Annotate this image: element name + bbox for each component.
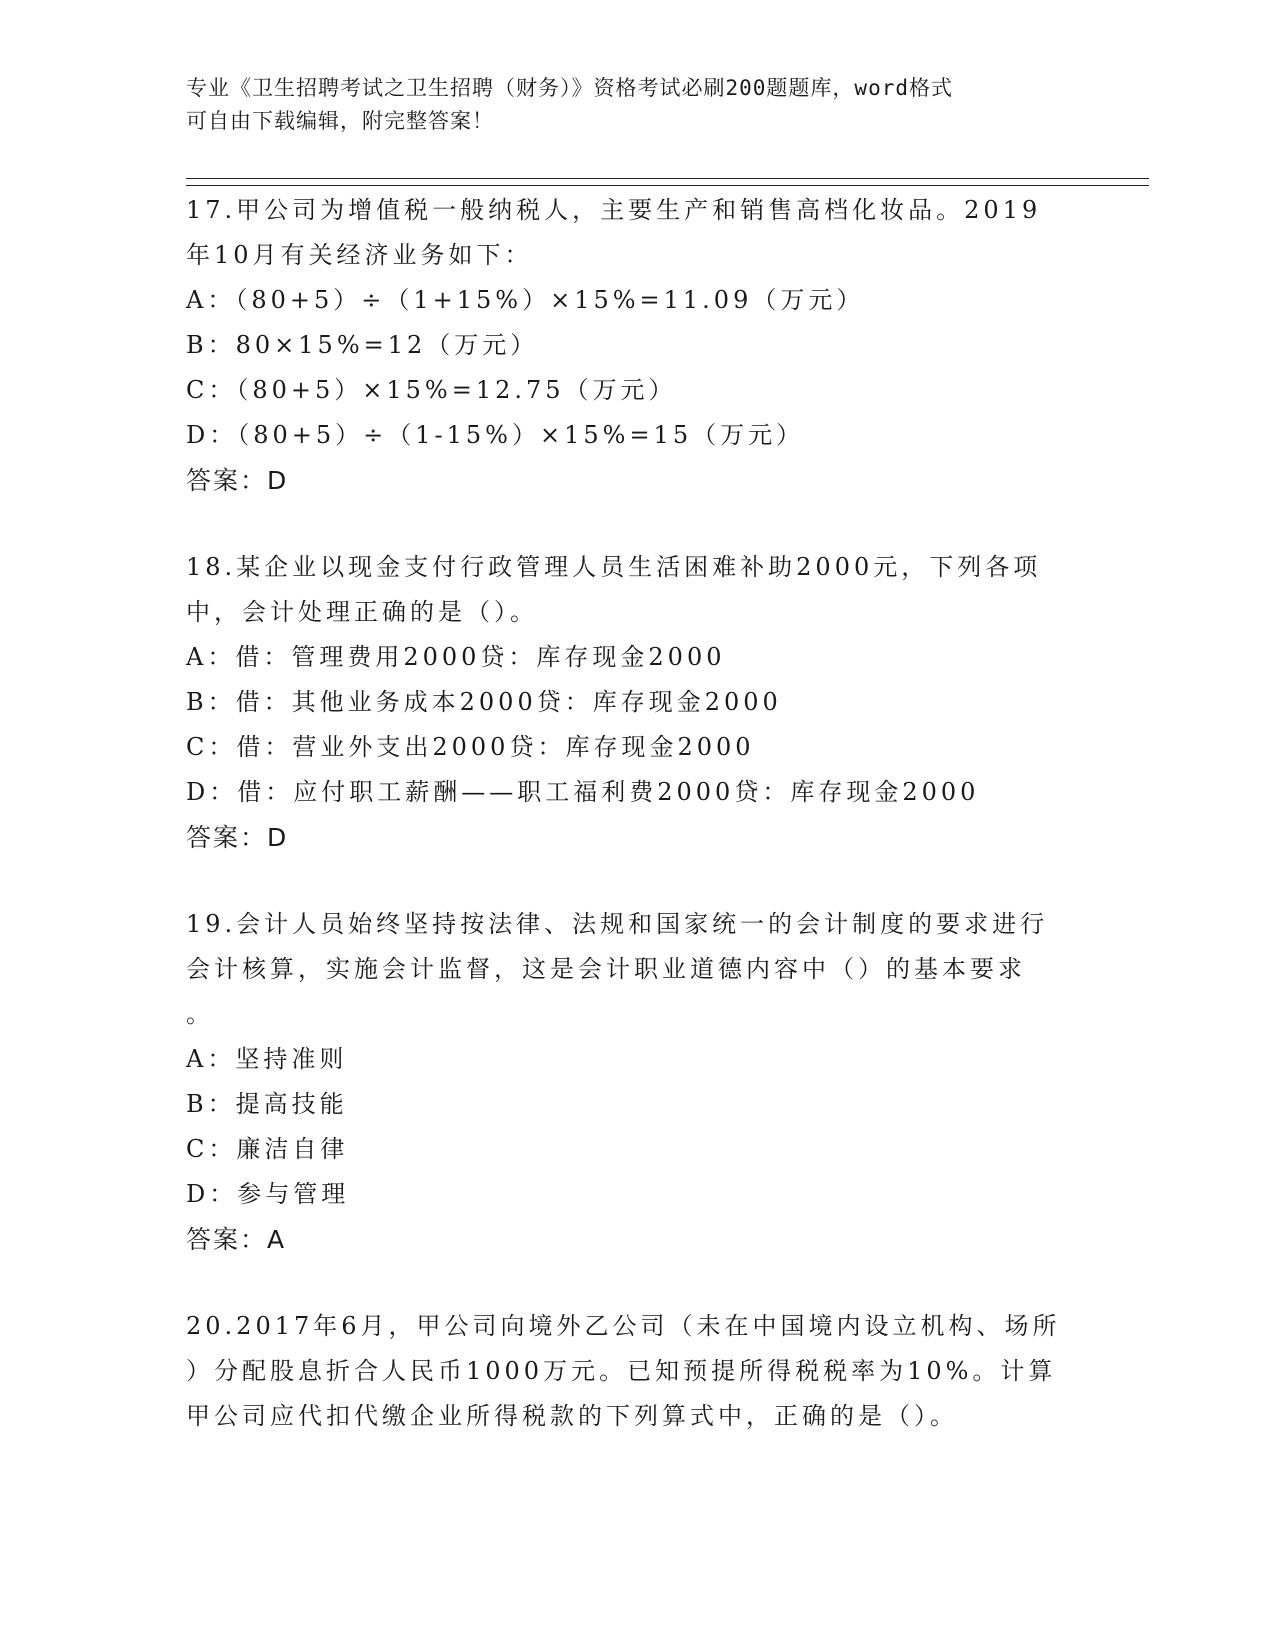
- option-a: A：借：管理费用2000贷：库存现金2000: [186, 643, 726, 671]
- question-stem-line: 中，会计处理正确的是（）。: [186, 598, 538, 626]
- option-b: B：提高技能: [186, 1090, 348, 1118]
- option-b: B：80×15%=12（万元）: [186, 331, 539, 359]
- header-divider: [186, 178, 1149, 186]
- option-d: D：借：应付职工薪酬——职工福利费2000贷：库存现金2000: [186, 778, 980, 806]
- question-18: [186, 545, 1086, 860]
- question-stem-line: 20.2017年6月，甲公司向境外乙公司（未在中国境内设立机构、场所: [186, 1312, 1061, 1340]
- header-line-1: 专业《卫生招聘考试之卫生招聘（财务）》资格考试必刷200题题库，word格式: [186, 76, 953, 100]
- question-20: [186, 1304, 1086, 1439]
- header-line-2: 可自由下载编辑，附完整答案！: [186, 109, 494, 133]
- option-c: C：廉洁自律: [186, 1135, 349, 1163]
- answer-label: 答案：D: [186, 823, 289, 852]
- question-stem-line: 年10月有关经济业务如下：: [186, 241, 533, 269]
- option-d: D：参与管理: [186, 1180, 350, 1208]
- answer-label: 答案：A: [186, 1225, 287, 1254]
- question-stem-line: 会计核算，实施会计监督，这是会计职业道德内容中（）的基本要求: [186, 955, 1026, 983]
- question-stem-line: 19.会计人员始终坚持按法律、法规和国家统一的会计制度的要求进行: [186, 910, 1049, 938]
- question-stem-line: 甲公司应代扣代缴企业所得税款的下列算式中，正确的是（）。: [186, 1402, 958, 1430]
- option-a: A：（80+5）÷（1+15%）×15%=11.09（万元）: [186, 286, 865, 314]
- question-stem-line: 18.某企业以现金支付行政管理人员生活困难补助2000元，下列各项: [186, 553, 1042, 581]
- option-d: D：（80+5）÷（1-15%）×15%=15（万元）: [186, 421, 805, 449]
- document-header: [186, 72, 1086, 138]
- question-stem-line: 17.甲公司为增值税一般纳税人，主要生产和销售高档化妆品。2019: [186, 196, 1042, 224]
- option-c: C：（80+5）×15%=12.75（万元）: [186, 376, 677, 404]
- question-stem-line: ）分配股息折合人民币1000万元。已知预提所得税税率为10%。计算: [186, 1357, 1057, 1385]
- answer-label: 答案：D: [186, 466, 289, 495]
- option-a: A：坚持准则: [186, 1045, 348, 1073]
- option-b: B：借：其他业务成本2000贷：库存现金2000: [186, 688, 782, 716]
- question-stem-line: 。: [186, 1000, 214, 1028]
- question-17: [186, 188, 1086, 503]
- option-c: C：借：营业外支出2000贷：库存现金2000: [186, 733, 755, 761]
- question-list: [186, 188, 1086, 1481]
- question-19: [186, 902, 1086, 1262]
